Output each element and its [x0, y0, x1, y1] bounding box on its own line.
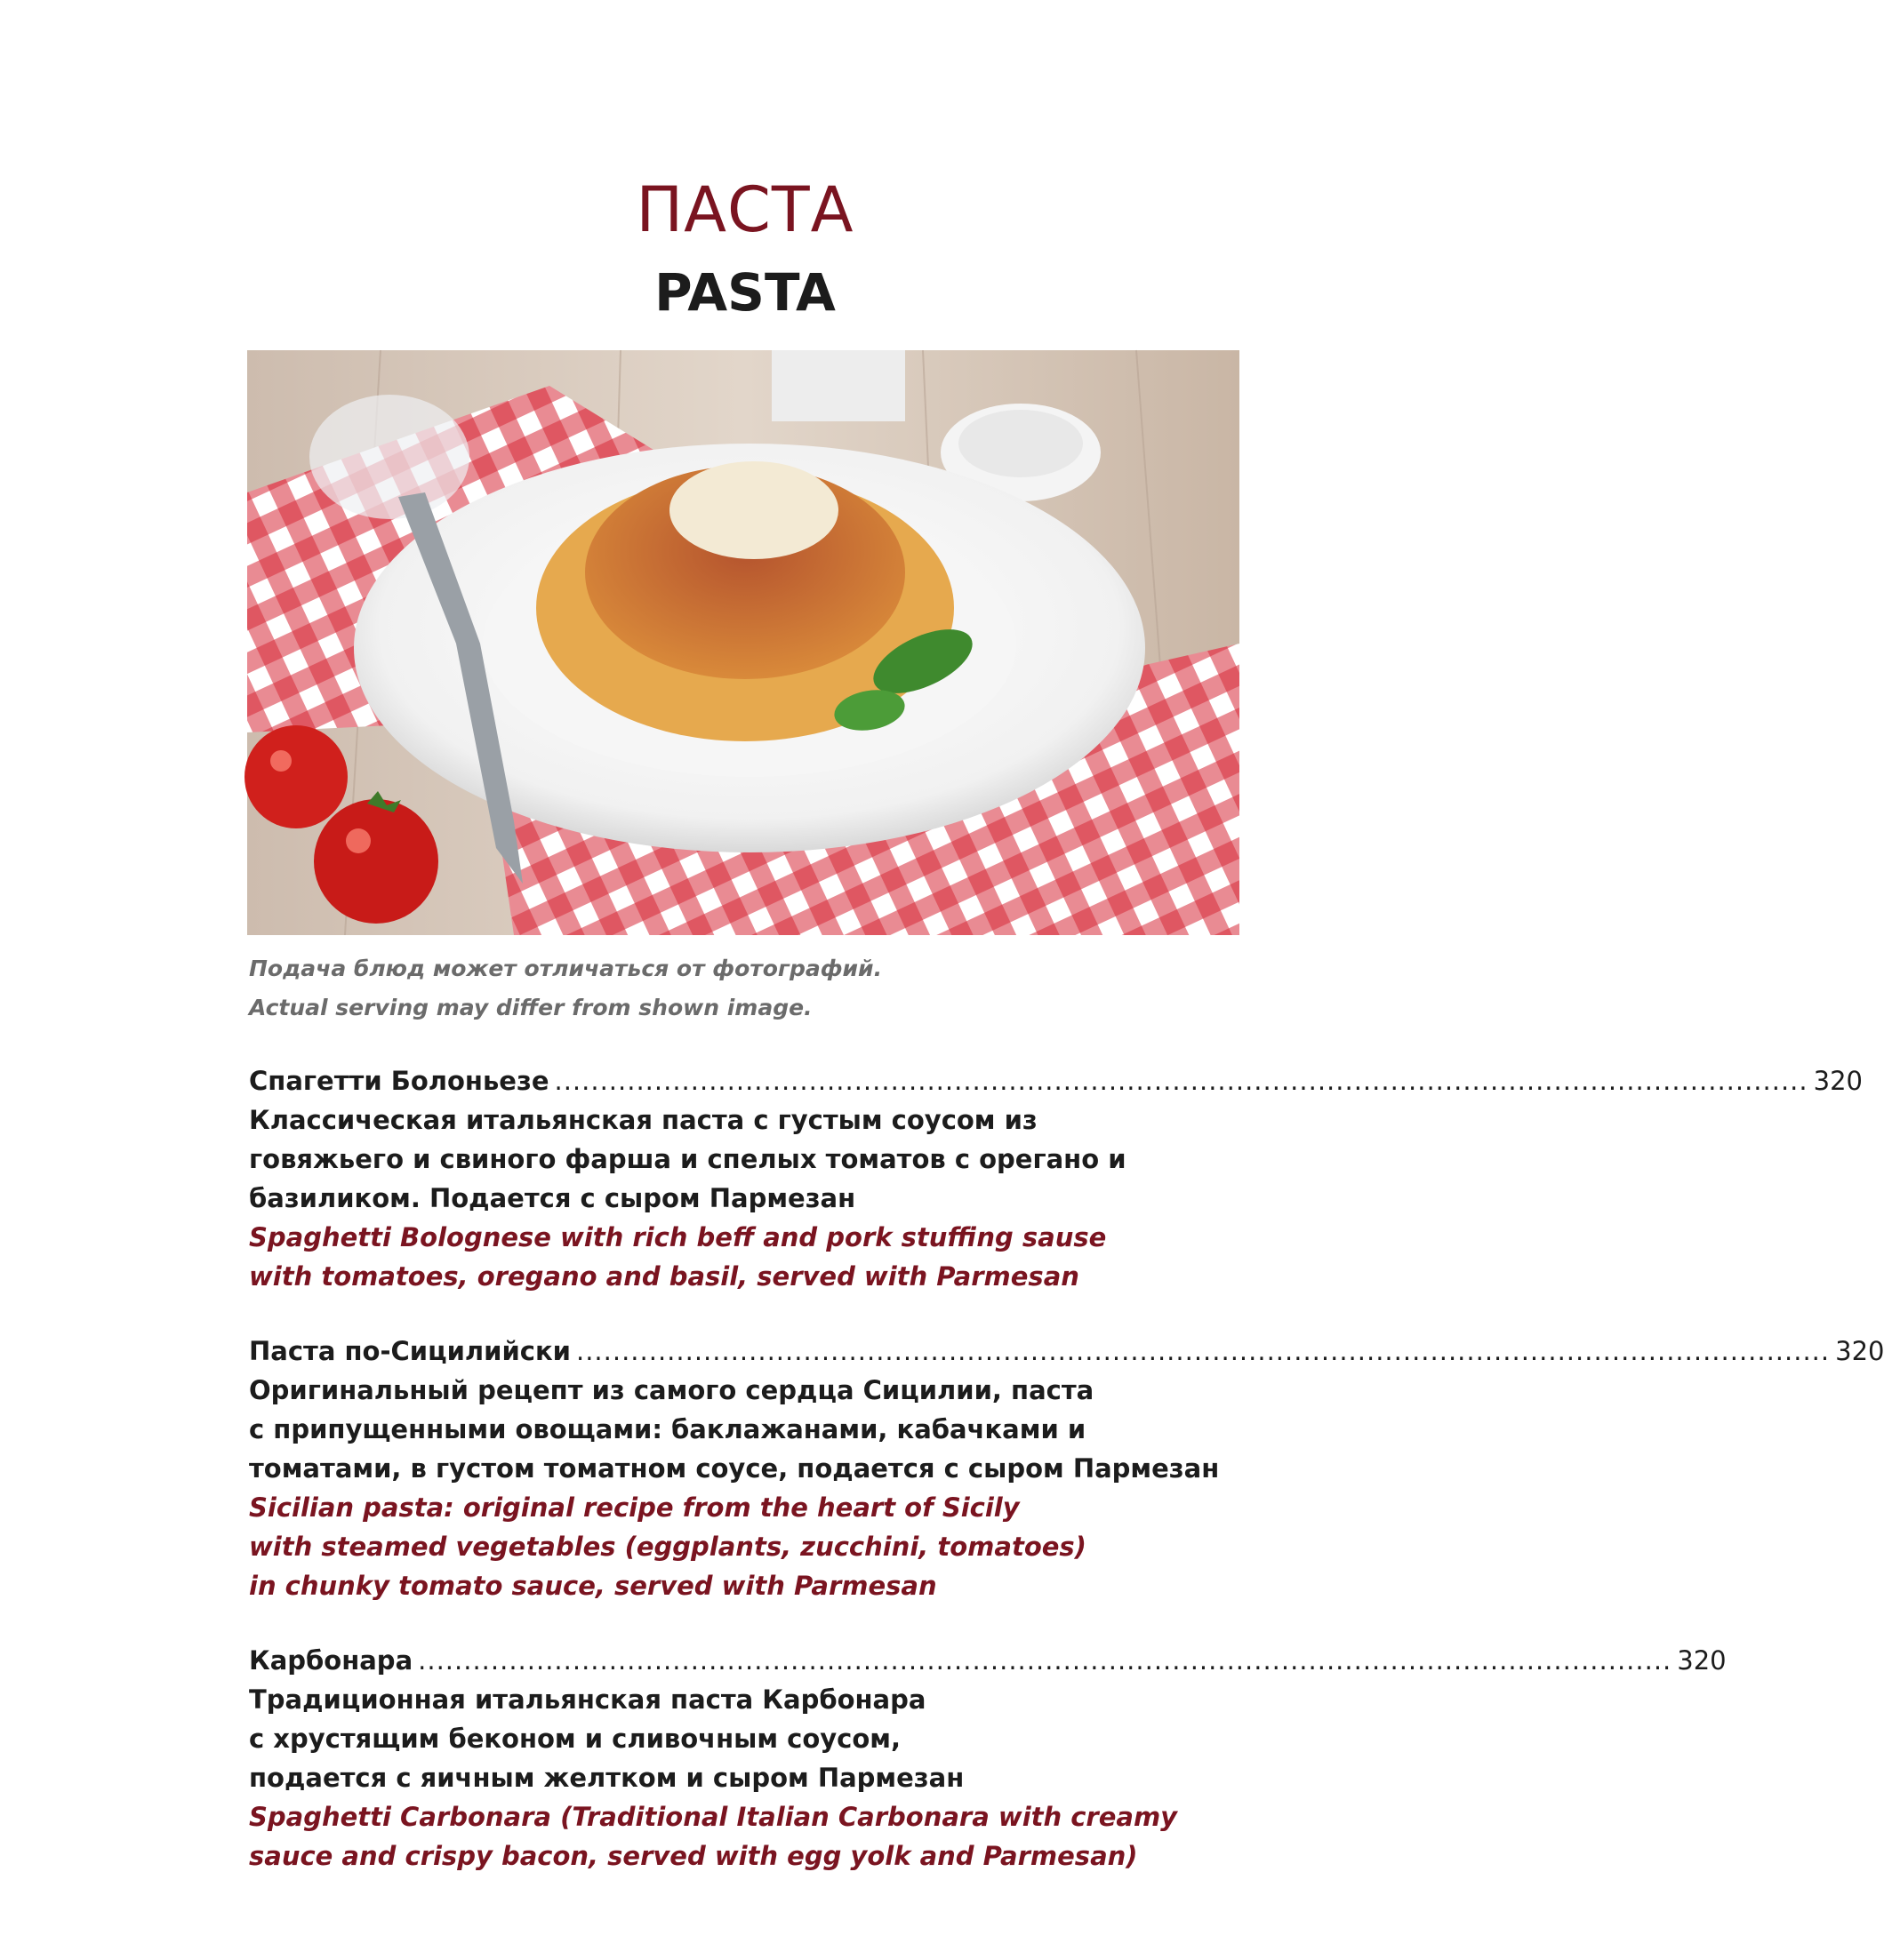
dot-leader: .......................................................................................................................................... [554, 1066, 1808, 1096]
description-line: говяжьего и свиного фарша и спелых томатов с орегано и [249, 1144, 1126, 1174]
menu-item [249, 1332, 1884, 1605]
menu-item-description-en [249, 1488, 1238, 1605]
description-line: базиликом. Подается с сыром Пармезан [249, 1183, 856, 1213]
photo-disclaimer [249, 949, 882, 1028]
menu-item-name: Паста по-Сицилийски [249, 1336, 571, 1366]
description-line: Sicilian pasta: original recipe from the heart of Sicily [249, 1492, 1020, 1523]
description-line: Классическая итальянская паста с густым соусом из [249, 1105, 1038, 1135]
description-line: in chunky tomato sauce, served with Parmesan [249, 1571, 937, 1601]
description-line: with steamed vegetables (eggplants, zucchini, tomatoes) [249, 1532, 1086, 1562]
menu-item-description-en [249, 1218, 1238, 1296]
pasta-photo [247, 350, 1239, 935]
description-line: Spaghetti Bolognese with rich beff and pork stuffing sause [249, 1222, 1107, 1252]
menu-item [249, 1641, 1727, 1876]
menu-item [249, 1061, 1863, 1296]
description-line: Spaghetti Carbonara (Traditional Italian Carbonara with creamy [249, 1802, 1178, 1832]
menu-item-name: Спагетти Болоньезе [249, 1066, 549, 1096]
menu-item-price: 320 [1835, 1336, 1884, 1366]
disclaimer-ru: Подача блюд может отличаться от фотографий. [249, 956, 883, 981]
menu-item-name: Карбонара [249, 1645, 413, 1676]
dot-leader: .......................................................................................................................................... [418, 1645, 1672, 1676]
description-line: with tomatoes, oregano and basil, served with Parmesan [249, 1261, 1079, 1292]
dot-leader: .......................................................................................................................................... [576, 1336, 1831, 1366]
menu-item-description-en [249, 1797, 1238, 1876]
page-title-en: PASTA [654, 262, 836, 323]
disclaimer-en: Actual serving may differ from shown image. [249, 995, 813, 1020]
description-line: с хрустящим беконом и сливочным соусом, [249, 1724, 902, 1754]
description-line: sauce and crispy bacon, served with egg yolk and Parmesan) [249, 1841, 1138, 1871]
menu-item-price: 320 [1813, 1066, 1863, 1096]
menu-item-description-ru [249, 1371, 1238, 1488]
description-line: Оригинальный рецепт из самого сердца Сицилии, паста [249, 1375, 1094, 1405]
description-line: томатами, в густом томатном соусе, подается с сыром Пармезан [249, 1453, 1220, 1484]
menu-item-price: 320 [1677, 1645, 1727, 1676]
description-line: с припущенными овощами: баклажанами, кабачками и [249, 1414, 1086, 1444]
description-line: Традиционная итальянская паста Карбонара [249, 1684, 926, 1715]
menu-item-description-ru [249, 1100, 1238, 1218]
page-title-ru: ПАСТА [636, 173, 854, 246]
description-line: подается с яичным желтком и сыром Пармезан [249, 1763, 965, 1793]
menu-item-description-ru [249, 1680, 1238, 1797]
